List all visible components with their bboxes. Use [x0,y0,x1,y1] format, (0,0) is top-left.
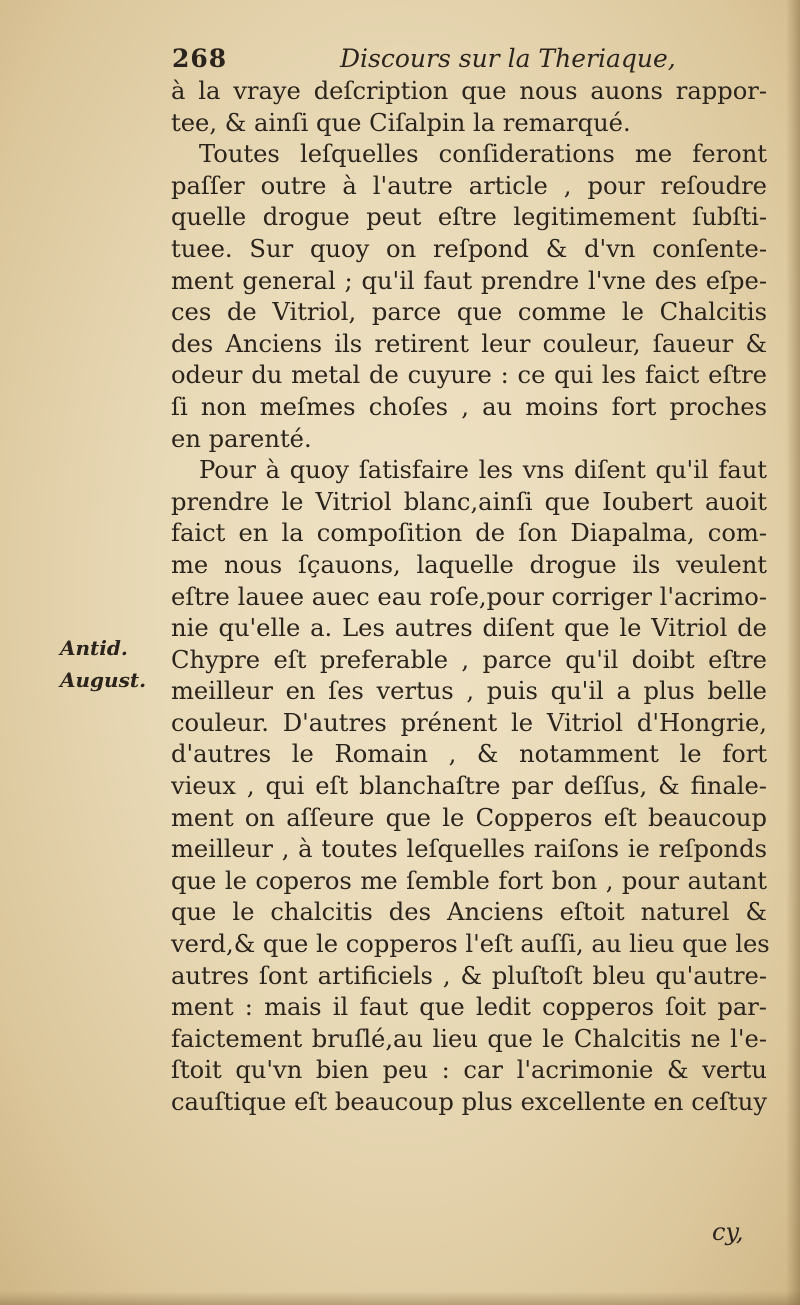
text-line: Chypre eſt preferable , parce qu'il doibt eſtre [171,645,767,674]
text-line: quelle drogue peut eſtre legitimement ſubſti- [171,203,767,232]
text-line: que le coperos me ſemble fort bon , pour autant [171,866,767,895]
margin-note: Antid. [60,636,128,660]
body-text [171,76,770,1119]
running-title: Discours sur la Theriaque, [340,44,676,73]
text-line: faict en la compoſition de ſon Diapalma, com- [171,519,767,548]
text-line: couleur. D'autres prénent le Vitriol d'Hongrie, [171,708,767,737]
text-line: à la vraye deſcription que nous auons rappor- [171,77,767,105]
catchword: cy, [712,1218,744,1246]
text-line: ment : mais il faut que ledit copperos ſoit par- [171,993,767,1022]
text-line: cauſtique eſt beaucoup plus excellente en ceſtuy [171,1088,767,1116]
text-line: paſſer outre à l'autre article , pour reſoudre [171,171,767,200]
text-line: meilleur en ſes vertus , puis qu'il a plus belle [171,677,767,706]
margin-note: August. [60,667,147,692]
text-line: Pour à quoy ſatisfaire les vns diſent qu'il faut [199,456,767,485]
text-line: odeur du metal de cuyure : ce qui les faict eſtre [171,361,767,390]
text-line: ſi non meſmes choſes , au moins fort proches [171,392,767,421]
text-line: que le chalcitis des Anciens eſtoit naturel & [171,898,767,927]
text-line: des Anciens ils retirent leur couleur, ſaueur & [171,329,767,358]
text-line: tee, & ainſi que Ciſalpin la remarqué. [171,108,631,137]
text-line: tuee. Sur quoy on reſpond & d'vn conſente- [171,234,767,263]
text-line: ces de Vitriol, parce que comme le Chalcitis [171,298,767,327]
text-line: me nous ſçauons, laquelle drogue ils veulent [171,550,767,579]
text-line: ſtoit qu'vn bien peu : car l'acrimonie & vertu [171,1056,767,1085]
text-line: faictement bruſlé,au lieu que le Chalcitis ne l'e- [171,1024,767,1053]
text-line: Toutes leſquelles conſiderations me feront [199,140,767,169]
margin-notes [60,633,146,696]
text-line: nie qu'elle a. Les autres diſent que le Vitriol de [171,614,767,643]
page-edge-shadow [786,0,800,1305]
text-line: d'autres le Romain , & notamment le fort [171,740,767,769]
running-head [172,44,676,80]
text-line: en parenté. [171,424,312,453]
page-number: 268 [172,44,228,73]
text-line: vieux , qui eſt blanchaſtre par deſſus, & finale- [171,772,767,801]
text-line: prendre le Vitriol blanc,ainſi que Ioubert auoit [171,487,767,516]
text-line: ment general ; qu'il faut prendre l'vne des eſpe- [171,266,767,295]
text-line: eſtre lauee auec eau roſe,pour corriger l'acrimo- [171,582,767,611]
page-bottom-shadow [0,1291,800,1305]
text-line: autres ſont artificiels , & pluſtoſt bleu qu'autre- [171,961,767,990]
text-line: ment on aſſeure que le Copperos eſt beaucoup [171,803,767,832]
text-line: meilleur , à toutes leſquelles raiſons ie reſponds [171,835,767,864]
text-line: verd,& que le copperos l'eſt auſſi, au lieu que les [171,930,770,959]
